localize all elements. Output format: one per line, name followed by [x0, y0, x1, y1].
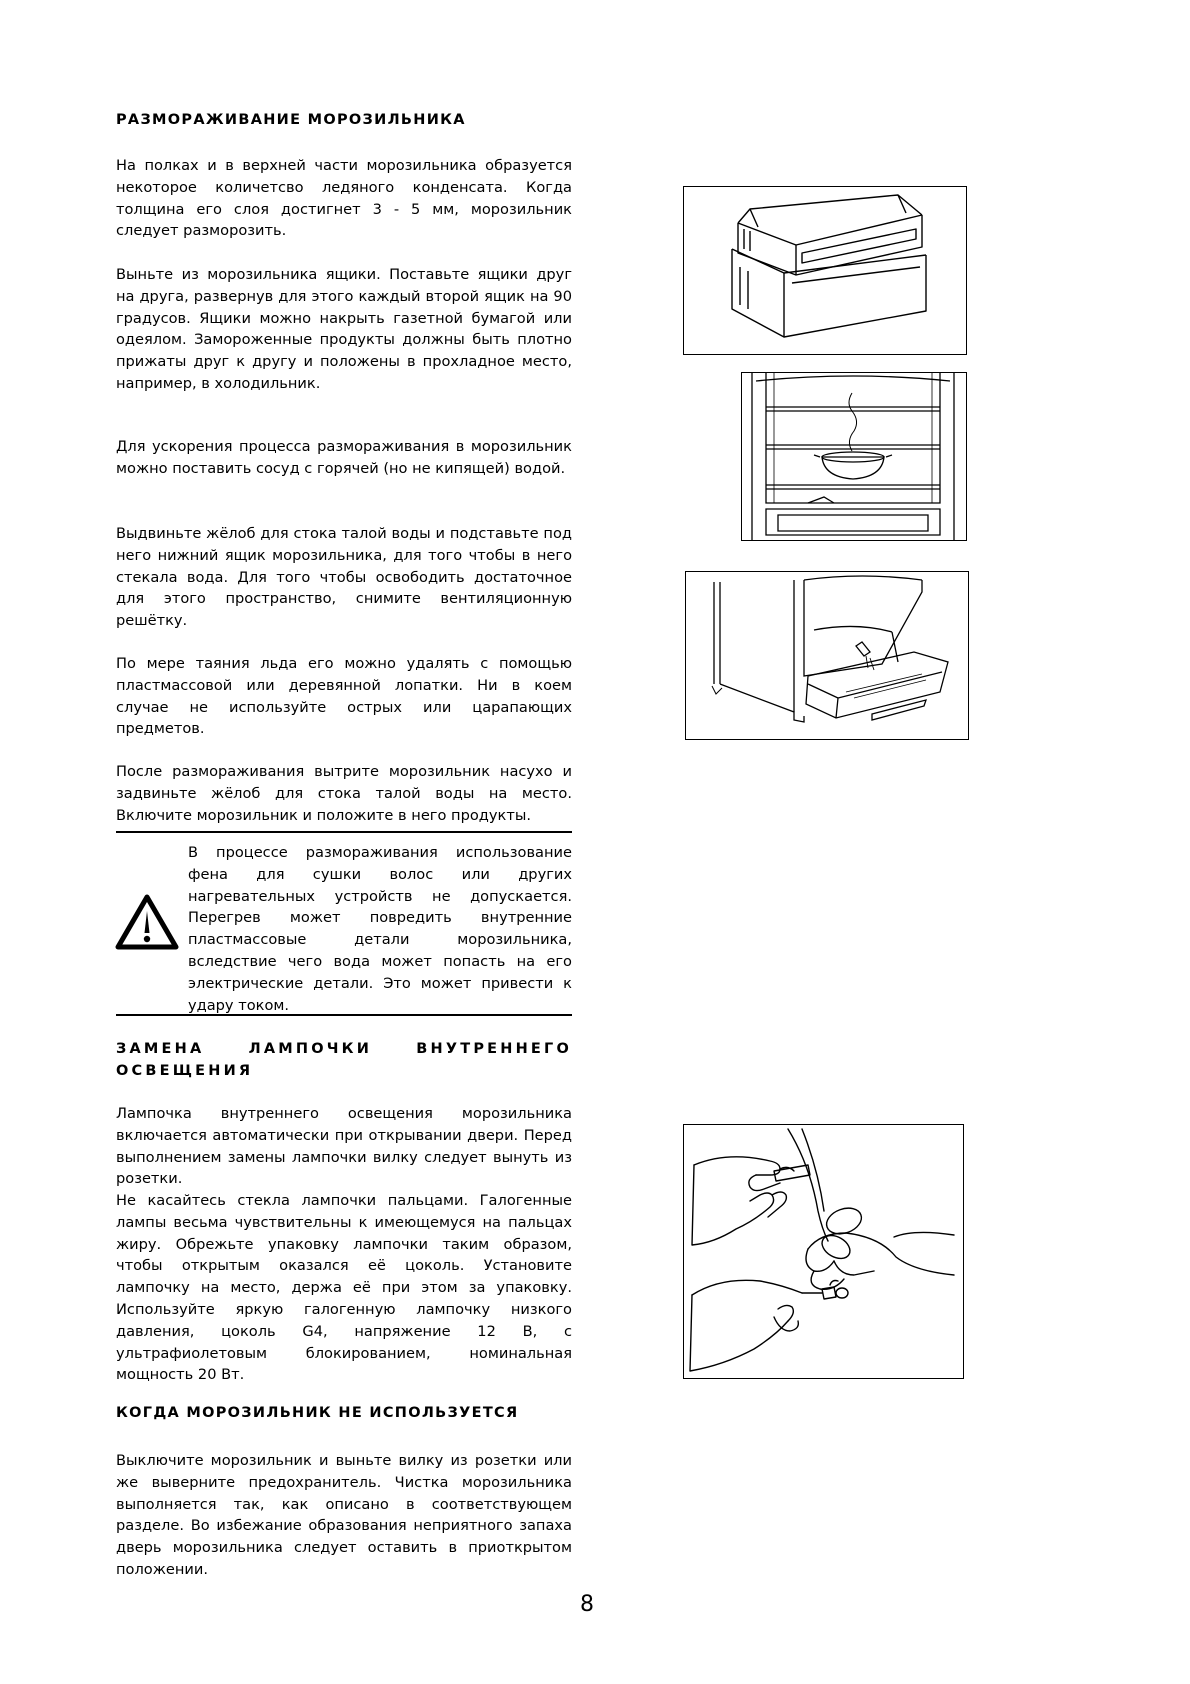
warning-text: В процессе размораживания использование фена для сушки волос или других нагревательных устройств не допускается. Перегрев может повредить внутренние пластмассовые детали морозильника, вследствие чего вода может попасть на его электрические детали. Это может привести к удару током. [188, 844, 572, 1014]
section-title-defrosting: РАЗМОРАЖИВАНИЕ МОРОЗИЛЬНИКА [116, 112, 466, 128]
figure-bulb-replacement [683, 1124, 964, 1379]
divider-bottom [116, 1014, 572, 1016]
paragraph: По мере таяния льда его можно удалять с помощью пластмассовой или деревянной лопатки. Ни в коем случае не используйте острых или царапающих предметов. [116, 655, 572, 738]
paragraph: Выдвиньте жёлоб для стока талой воды и подставьте под него нижний ящик морозильника, для того чтобы в него стекала вода. Для того чтобы освободить достаточное для этого пространство, снимите вентиляционную решётку. [116, 525, 572, 630]
figure-water-drain-drawer [685, 571, 969, 740]
page-number: 8 [580, 1592, 594, 1617]
section-title-not-in-use: КОГДА МОРОЗИЛЬНИК НЕ ИСПОЛЬЗУЕТСЯ [116, 1405, 519, 1421]
paragraph: На полках и в верхней части морозильника образуется некоторое количетсво ледяного конденсата. Когда толщина его слоя достигнет 3 - 5 мм, морозильник следует разморозить. [116, 157, 572, 240]
paragraph: После размораживания вытрите морозильник насухо и задвиньте жёлоб для стока талой воды на место. Включите морозильник и положите в него продукты. [116, 763, 572, 824]
warning-triangle-icon [114, 893, 180, 951]
divider-top [116, 831, 572, 833]
paragraph: Не касайтесь стекла лампочки пальцами. Галогенные лампы весьма чувствительны к имеющемуся на пальцах жиру. Обрежьте упаковку лампочки таким образом, чтобы открытым оказался её цоколь. Установите лампочку на место, держа её при этом за упаковку. Используйте яркую галогенную лампочку низкого давления, цоколь G4, напряжение 12 В, с ультрафиолетовым блокированием, номинальная мощность 20 Вт. [116, 1192, 572, 1384]
paragraph: Выключите морозильник и выньте вилку из розетки или же выверните предохранитель. Чистка морозильника выполняется так, как описано в соответствующем разделе. Во избежание образования неприятного запаха дверь морозильника следует оставить в приоткрытом положении. [116, 1452, 572, 1578]
section-title-bulb-replacement: ЗАМЕНА ЛАМПОЧКИ ВНУТРЕННЕГО ОСВЕЩЕНИЯ [116, 1041, 572, 1079]
paragraph: Для ускорения процесса размораживания в морозильник можно поставить сосуд с горячей (но не кипящей) водой. [116, 438, 572, 477]
paragraph: Лампочка внутреннего освещения морозильника включается автоматически при открывании двери. Перед выполнением замены лампочки вилку следует вынуть из розетки. [116, 1105, 572, 1188]
figure-freezer-hot-water-bowl [741, 372, 967, 541]
paragraph: Выньте из морозильника ящики. Поставьте ящики друг на друга, развернув для этого каждый второй ящик на 90 градусов. Ящики можно накрыть газетной бумагой или одеялом. Замороженные продукты должны быть плотно прижаты друг к другу и положены в прохладное место, например, в холодильник. [116, 266, 572, 392]
figure-stacked-drawers [683, 186, 967, 355]
